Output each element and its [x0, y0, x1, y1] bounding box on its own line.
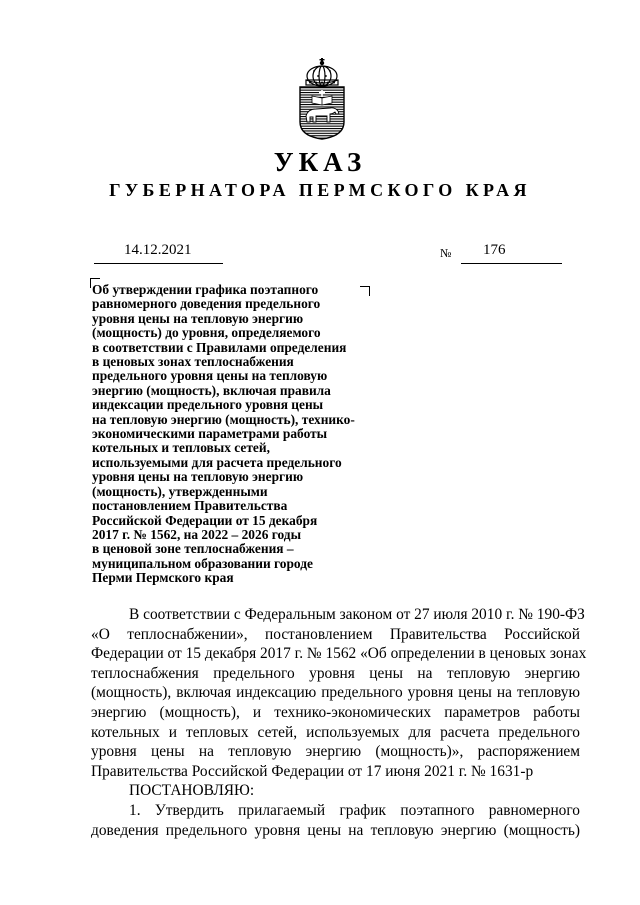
subject-line: Перми Пермского края: [92, 570, 234, 586]
subject-line: равномерного доведения предельного: [92, 296, 321, 312]
subject-line: Об утверждении графика поэтапного: [92, 282, 319, 297]
subject-line: энергию (мощность), включая правила: [92, 382, 331, 398]
subject-line: индексации предельного уровня цены: [92, 397, 324, 413]
document-number: 176: [483, 242, 506, 258]
subject-line: постановлением Правительства: [92, 498, 288, 514]
document-body: [91, 605, 587, 840]
preamble-line: котельных и тепловых сетей, используемых для расчета предельного: [91, 723, 580, 741]
subject-line: (мощность) до уровня, определяемого: [92, 325, 321, 341]
preamble-line: Федерации от 15 декабря 2017 г. № 1562 «Об определении в ценовых зонах: [91, 645, 587, 663]
preamble-line: Правительства Российской Федерации от 17 июня 2021 г. № 1631-р: [91, 762, 534, 780]
subject-line: уровня цены на тепловую энергию: [92, 310, 304, 326]
preamble-line: В соответствии с Федеральным законом от 27 июля 2010 г. № 190-ФЗ: [129, 606, 585, 623]
subject-line: экономическими параметрами работы: [92, 426, 328, 442]
subject-line: Российской Федерации от 15 декабря: [92, 512, 318, 528]
document-subject: [92, 283, 412, 586]
preamble-line: энергию (мощность), и технико-экономических параметров работы: [91, 703, 580, 721]
subject-line: на тепловую энергию (мощность), технико-: [92, 411, 355, 427]
date-field: [94, 242, 223, 264]
subject-line: муниципальном образовании городе: [92, 555, 313, 571]
preamble-line: (мощность), включая индексацию предельного уровня цены на тепловую: [91, 684, 580, 702]
subject-line: в ценовых зонах теплоснабжения: [92, 354, 294, 370]
subject-line: (мощность), утвержденными: [92, 483, 268, 499]
preamble-line: теплоснабжения предельного уровня цены на тепловую энергию: [91, 664, 580, 682]
subject-line: используемыми для расчета предельного: [92, 454, 342, 470]
document-title: УКАЗ: [273, 147, 367, 177]
item-1-line: доведения предельного уровня цены на тепловую энергию (мощность): [91, 821, 580, 839]
number-field: [461, 242, 562, 264]
preamble-line: «О теплоснабжении», постановлением Правительства Российской: [91, 625, 580, 643]
number-sign: №: [440, 246, 452, 260]
decree-word: ПОСТАНОВЛЯЮ:: [129, 782, 255, 800]
coat-of-arms-icon: [292, 56, 352, 140]
subject-line: в соответствии с Правилами определения: [92, 339, 347, 355]
item-1-line: 1. Утвердить прилагаемый график поэтапного равномерного: [129, 801, 580, 819]
preamble-line: уровня цены на тепловую энергию (мощность)», распоряжением: [91, 743, 580, 761]
subject-line: 2017 г. № 1562, на 2022 – 2026 годы: [92, 526, 302, 542]
subject-line: котельных и тепловых сетей,: [92, 440, 270, 456]
document-date: 14.12.2021: [124, 242, 192, 258]
document-issuer: ГУБЕРНАТОРА ПЕРМСКОГО КРАЯ: [109, 180, 531, 200]
subject-line: в ценовой зоне теплоснабжения –: [92, 541, 294, 557]
subject-line: предельного уровня цены на тепловую: [92, 368, 328, 384]
subject-line: уровня цены на тепловую энергию: [92, 469, 304, 485]
